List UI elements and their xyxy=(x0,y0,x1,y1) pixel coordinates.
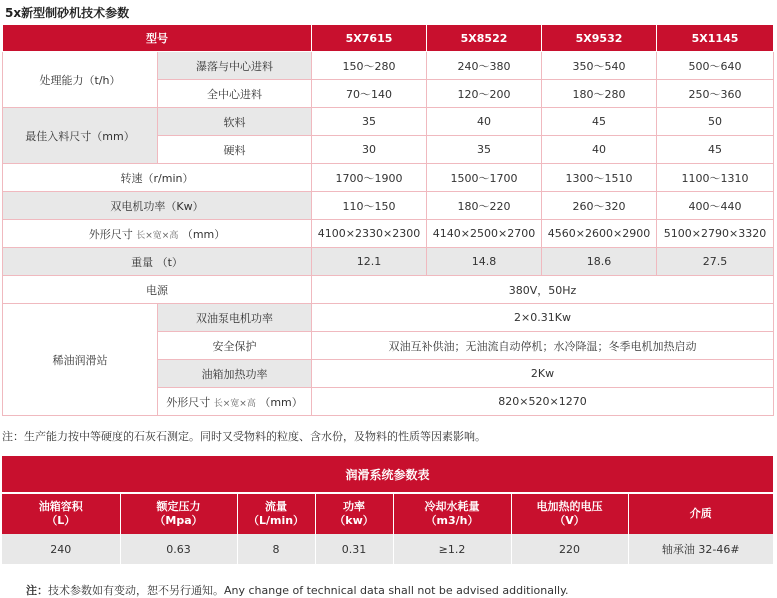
table-cell: 260～320 xyxy=(542,192,657,220)
lube-label: 稀油润滑站 xyxy=(3,304,158,416)
lube-header-tank: 油箱容积 （L） xyxy=(2,493,120,534)
feed-sub2: 硬料 xyxy=(158,136,312,164)
header-model-4: 5X1145 xyxy=(657,25,774,52)
table-cell: 180～280 xyxy=(542,80,657,108)
table-cell: 500～640 xyxy=(657,52,774,80)
capacity-sub1: 瀑落与中心进料 xyxy=(158,52,312,80)
lube-dims-unit: （mm） xyxy=(259,395,303,409)
lube-caption-row xyxy=(2,456,773,493)
table-cell: 350～540 xyxy=(542,52,657,80)
table-cell: 250～360 xyxy=(657,80,774,108)
table-cell: 27.5 xyxy=(657,248,774,276)
page-title: 5x新型制砂机技术参数 xyxy=(5,6,130,20)
table-cell: 4100×2330×2300 xyxy=(312,220,427,248)
disclaimer-text: 技术参数如有变动，恕不另行通知。Any change of technical data shall not be advised additionally. xyxy=(48,584,569,597)
table-cell: 240 xyxy=(2,534,120,564)
capacity-label: 处理能力（t/h） xyxy=(3,52,158,108)
capacity-sub2: 全中心进料 xyxy=(158,80,312,108)
feed-sub1: 软料 xyxy=(158,108,312,136)
table-cell: 4140×2500×2700 xyxy=(427,220,542,248)
heat-label: 油箱加热功率 xyxy=(158,360,312,388)
lube-header-pressure: 额定压力 （Mpa） xyxy=(120,493,237,534)
header-model-1: 5X7615 xyxy=(312,25,427,52)
pump-value: 2×0.31Kw xyxy=(312,304,774,332)
table-cell: 14.8 xyxy=(427,248,542,276)
header-model-3: 5X9532 xyxy=(542,25,657,52)
header-model-2: 5X8522 xyxy=(427,25,542,52)
table-cell: 1700～1900 xyxy=(312,164,427,192)
speed-label: 转速（r/min） xyxy=(3,164,312,192)
production-note: 注：生产能力按中等硬度的石灰石测定。同时又受物料的粒度、含水份，及物料的性质等因素影响。 xyxy=(2,430,486,443)
supply-label: 电源 xyxy=(3,276,312,304)
lube-caption: 润滑系统参数表 xyxy=(2,456,773,493)
table-row xyxy=(3,248,774,276)
supply-value: 380V，50Hz xyxy=(312,276,774,304)
lube-header-row xyxy=(2,493,773,534)
weight-label: 重量 （t） xyxy=(3,248,312,276)
table-cell: 400～440 xyxy=(657,192,774,220)
lube-header-voltage: 电加热的电压 （V） xyxy=(511,493,628,534)
safety-value: 双油互补供油；无油流自动停机；水冷降温；冬季电机加热启动 xyxy=(312,332,774,360)
spec-header-row xyxy=(3,25,774,52)
lube-header-medium: 介质 xyxy=(628,493,773,534)
lube-table xyxy=(2,456,773,564)
table-row xyxy=(3,220,774,248)
table-row xyxy=(3,52,774,80)
table-cell: 220 xyxy=(511,534,628,564)
feed-label: 最佳入料尺寸（mm） xyxy=(3,108,158,164)
table-cell: 1500～1700 xyxy=(427,164,542,192)
table-cell: 150～280 xyxy=(312,52,427,80)
table-cell: 5100×2790×3320 xyxy=(657,220,774,248)
dims-label-small: 长×宽×高 xyxy=(136,230,179,241)
lube-dims-small: 长×宽×高 xyxy=(213,398,256,409)
table-row xyxy=(3,192,774,220)
lube-dims-value: 820×520×1270 xyxy=(312,388,774,416)
table-cell: 35 xyxy=(312,108,427,136)
disclaimer-prefix: 注： xyxy=(26,584,48,597)
table-cell: 40 xyxy=(427,108,542,136)
lube-dims-label-cell xyxy=(158,388,312,416)
lube-header-power: 功率 （kw） xyxy=(315,493,393,534)
table-cell: 50 xyxy=(657,108,774,136)
lube-dims-label: 外形尺寸 xyxy=(166,395,211,409)
table-cell: 180～220 xyxy=(427,192,542,220)
table-cell: 110～150 xyxy=(312,192,427,220)
table-cell: ≥1.2 xyxy=(393,534,511,564)
table-cell: 1300～1510 xyxy=(542,164,657,192)
dims-label-cell xyxy=(3,220,312,248)
table-cell: 4560×2600×2900 xyxy=(542,220,657,248)
power-label: 双电机功率（Kw） xyxy=(3,192,312,220)
table-row xyxy=(3,164,774,192)
lube-header-water: 冷却水耗量 （m3/h） xyxy=(393,493,511,534)
table-cell: 240～380 xyxy=(427,52,542,80)
table-cell: 70～140 xyxy=(312,80,427,108)
table-cell: 18.6 xyxy=(542,248,657,276)
lube-value-row xyxy=(2,534,773,564)
safety-label: 安全保护 xyxy=(158,332,312,360)
table-cell: 1100～1310 xyxy=(657,164,774,192)
table-cell: 35 xyxy=(427,136,542,164)
table-cell: 12.1 xyxy=(312,248,427,276)
table-cell: 45 xyxy=(542,108,657,136)
table-cell: 轴承油 32-46# xyxy=(628,534,773,564)
table-cell: 8 xyxy=(237,534,315,564)
header-model: 型号 xyxy=(3,25,312,52)
table-cell: 40 xyxy=(542,136,657,164)
table-row xyxy=(3,304,774,332)
table-row xyxy=(3,276,774,304)
table-cell: 0.63 xyxy=(120,534,237,564)
table-cell: 45 xyxy=(657,136,774,164)
heat-value: 2Kw xyxy=(312,360,774,388)
table-cell: 0.31 xyxy=(315,534,393,564)
table-cell: 120～200 xyxy=(427,80,542,108)
table-row xyxy=(3,108,774,136)
dims-label: 外形尺寸 xyxy=(88,227,133,241)
lube-header-flow: 流量 （L/min） xyxy=(237,493,315,534)
table-cell: 30 xyxy=(312,136,427,164)
pump-label: 双油泵电机功率 xyxy=(158,304,312,332)
dims-unit: （mm） xyxy=(181,227,226,241)
spec-table xyxy=(2,24,774,416)
